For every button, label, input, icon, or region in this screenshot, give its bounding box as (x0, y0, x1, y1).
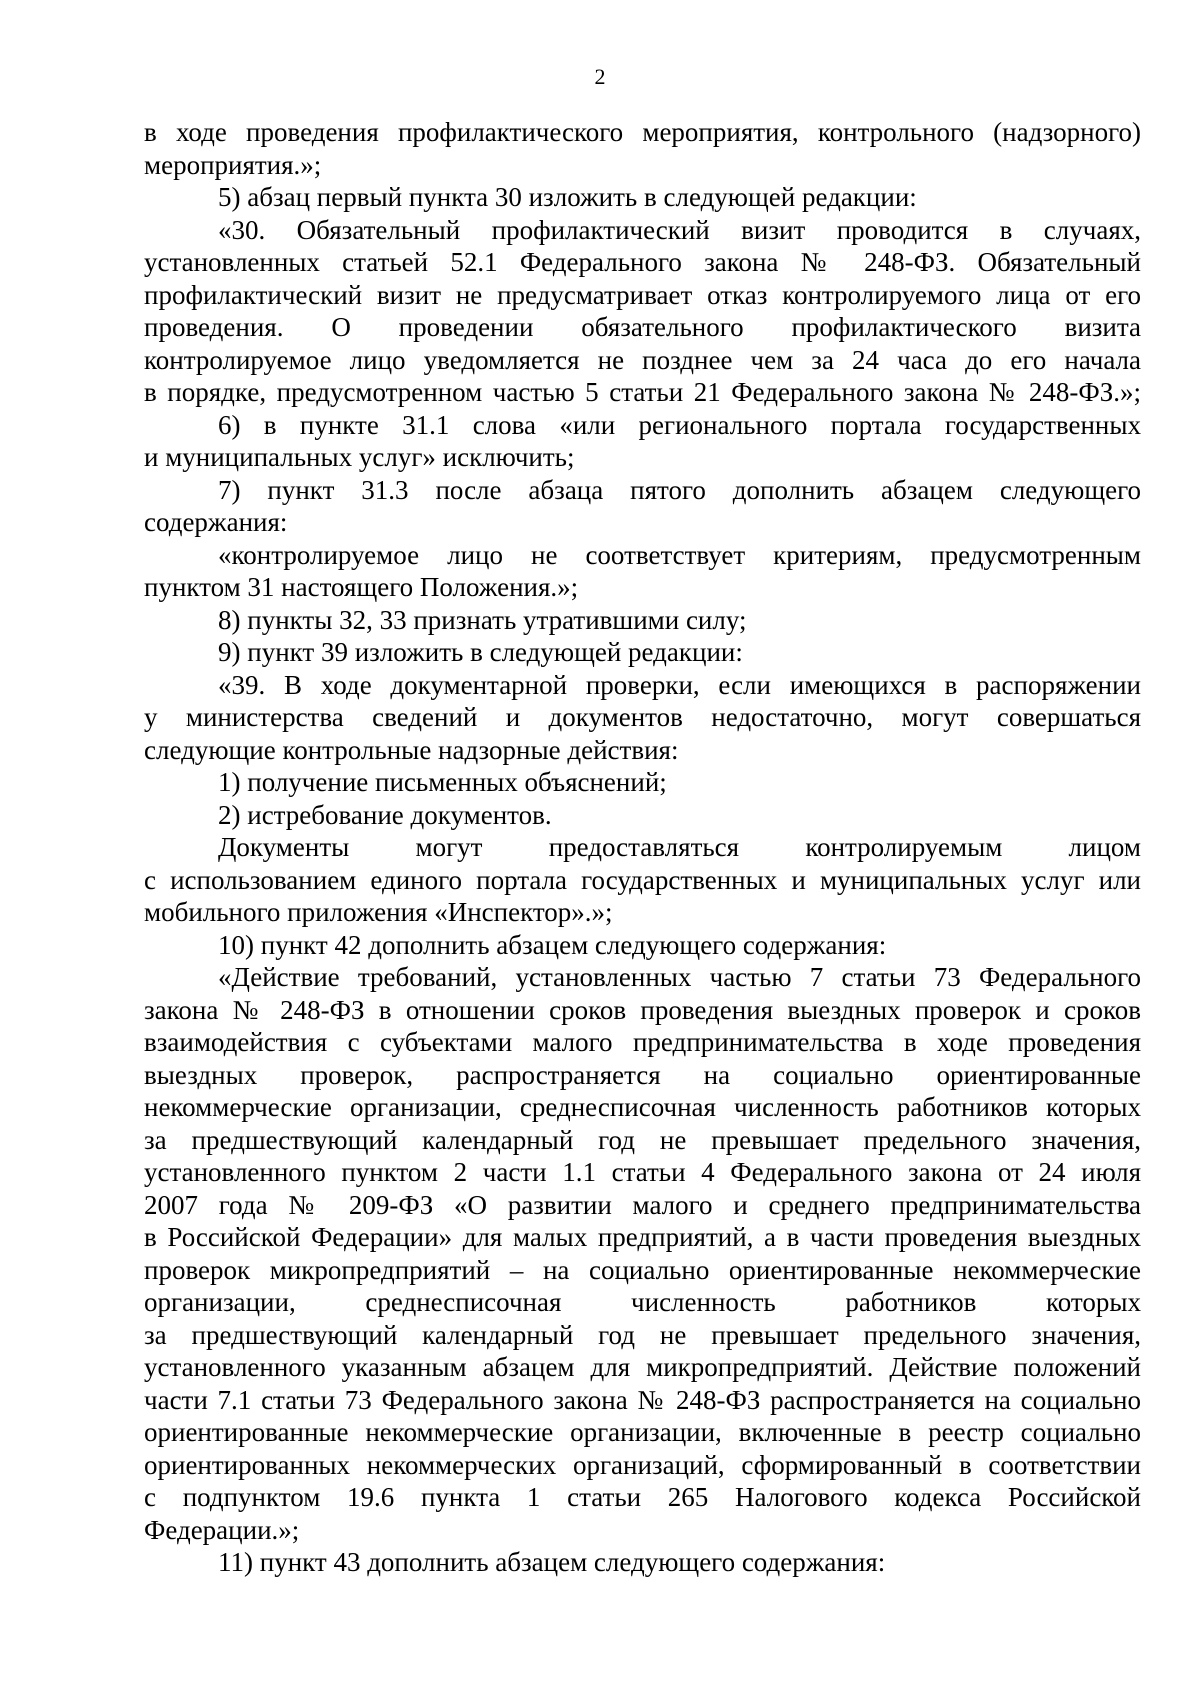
text-line: закона № 248-ФЗ в отношении сроков проведения выездных проверок и сроков (144, 994, 1141, 1025)
text-line: 1) получение письменных объяснений; (218, 767, 667, 797)
text-line: контролируемое лицо уведомляется не позднее чем за 24 часа до его начала (144, 344, 1141, 375)
text-line: за предшествующий календарный год не превышает предельного значения, (144, 1124, 1141, 1155)
text-line: 7) пункт 31.3 после абзаца пятого дополнить абзацем следующего (218, 474, 1141, 505)
text-line: 2) истребование документов. (218, 799, 552, 830)
text-line: «контролируемое лицо не соответствует критериям, предусмотренным (218, 539, 1141, 570)
text-line: установленных статьей 52.1 Федерального закона № 248-ФЗ. Обязательный (144, 247, 1141, 277)
text-line: пунктом 31 настоящего Положения.»; (144, 572, 579, 602)
text-line: 9) пункт 39 изложить в следующей редакции: (218, 637, 743, 667)
text-line: у министерства сведений и документов недостаточно, могут совершаться (144, 702, 1141, 732)
text-line: и муниципальных услуг» исключить; (144, 442, 575, 472)
text-line: 5) абзац первый пункта 30 изложить в следующей редакции: (218, 182, 917, 212)
text-line: некоммерческие организации, среднесписочная численность работников которых (144, 1092, 1141, 1122)
text-line: части 7.1 статьи 73 Федерального закона № 248-ФЗ распространяется на социально (144, 1384, 1141, 1415)
text-line: за предшествующий календарный год не превышает предельного значения, (144, 1319, 1141, 1350)
text-line: «Действие требований, установленных частью 7 статьи 73 Федерального (218, 962, 1141, 992)
document-body (144, 116, 1141, 1579)
text-line: в порядке, предусмотренном частью 5 статьи 21 Федерального закона № 248-ФЗ.»; (144, 377, 1141, 407)
text-line: выездных проверок, распространяется на социально ориентированные (144, 1059, 1141, 1090)
text-line: ориентированные некоммерческие организации, включенные в реестр социально (144, 1417, 1141, 1447)
text-line: «39. В ходе документарной проверки, если имеющихся в распоряжении (218, 669, 1141, 700)
text-line: содержания: (144, 507, 288, 537)
text-line: Федерации.»; (144, 1514, 300, 1545)
text-line: с подпунктом 19.6 пункта 1 статьи 265 Налогового кодекса Российской (144, 1482, 1141, 1512)
text-line: ориентированных некоммерческих организаций, сформированный в соответствии (144, 1449, 1141, 1480)
text-line: проведения. О проведении обязательного профилактического визита (144, 312, 1141, 342)
text-line: 10) пункт 42 дополнить абзацем следующего содержания: (218, 929, 887, 960)
text-line: 11) пункт 43 дополнить абзацем следующего содержания: (218, 1547, 886, 1577)
text-line: установленного указанным абзацем для микропредприятий. Действие положений (144, 1352, 1141, 1382)
text-line: «30. Обязательный профилактический визит проводится в случаях, (218, 214, 1141, 245)
text-line: установленного пунктом 2 части 1.1 статьи 4 Федерального закона от 24 июля (144, 1157, 1141, 1187)
text-line: в ходе проведения профилактического мероприятия, контрольного (надзорного) (144, 117, 1141, 147)
text-line: организации, среднесписочная численность работников которых (144, 1287, 1141, 1317)
text-line: проверок микропредприятий – на социально ориентированные некоммерческие (144, 1254, 1141, 1285)
text-line: мобильного приложения «Инспектор».»; (144, 897, 613, 927)
text-line: 8) пункты 32, 33 признать утратившими силу; (218, 604, 747, 635)
text-line: следующие контрольные надзорные действия: (144, 734, 679, 765)
text-line: с использованием единого портала государственных и муниципальных услуг или (144, 864, 1141, 895)
text-line: 6) в пункте 31.1 слова «или регионального портала государственных (218, 409, 1141, 440)
text-line: в Российской Федерации» для малых предприятий, а в части проведения выездных (144, 1222, 1141, 1252)
text-line: 2007 года № 209-ФЗ «О развитии малого и среднего предпринимательства (144, 1189, 1141, 1220)
text-line: взаимодействия с субъектами малого предпринимательства в ходе проведения (144, 1027, 1141, 1057)
text-line: мероприятия.»; (144, 149, 322, 180)
text-line: Документы могут предоставляться контролируемым лицом (218, 832, 1141, 862)
text-line: профилактический визит не предусматривает отказ контролируемого лица от его (144, 279, 1141, 310)
page-number: 2 (594, 64, 606, 89)
